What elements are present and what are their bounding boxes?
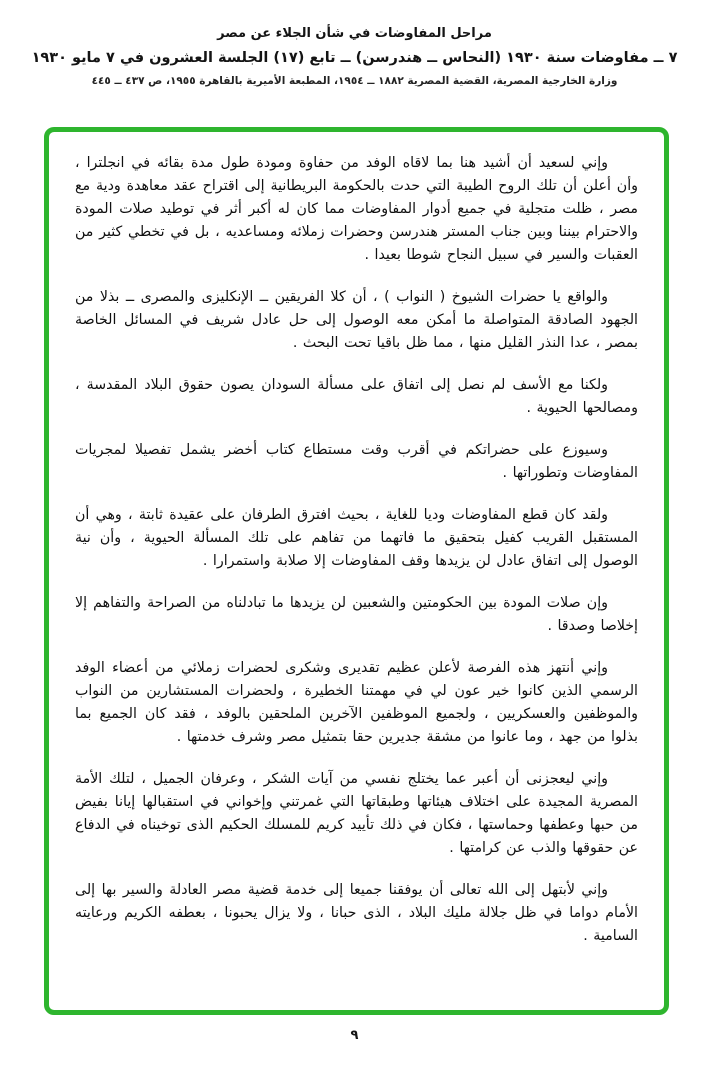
paragraph: وإني لسعيد أن أشيد هنا بما لاقاه الوفد من حفاوة ومودة طول مدة بقائه في انجلترا ، وأن أعلن أن تلك الروح الطيبة التي حدت بالحكومة البريطانية إلى اقتراح عقد معاهدة ودية مع مصر ، ظلت متجلية في جميع أدوار المفاوضات مما كان له أكبر أثر في توطيد صلات المودة والاحترام بيننا وبين جناب المستر هندرسن وحضرات زملائه ومساعديه ، بل في تخطي كثير من العقبات والسير في سبيل النجاح شوطا بعيدا . [75,155,638,263]
paragraph: ولقد كان قطع المفاوضات وديا للغاية ، بحيث افترق الطرفان على عقيدة ثابتة ، وهي أن المستقبل القريب كفيل بتحقيق ما فاتهما من تفاهم على تلك المسألة الحيوية ، وأن نية الوصول إلى اتفاق عادل لن يزيدها وقف المفاوضات إلا صلابة واستمرارا . [75,507,638,569]
paragraph: وإن صلات المودة بين الحكومتين والشعبين لن يزيدها ما تبادلناه من الصراحة والتفاهم إلا إخلاصا وصدقا . [75,595,638,634]
paragraph: والواقع يا حضرات الشيوخ ( النواب ) ، أن كلا الفريقين ــ الإنكليزى والمصرى ــ بذلا من الجهود الصادقة المتواصلة ما أمكن معه الوصول إلى حل عادل شريف في المسائل الخاصة بمصر ، عدا النذر القليل منها ، مما ظل باقيا تحت البحث . [75,289,638,351]
header-subtitle: ٧ ــ مفاوضات سنة ١٩٣٠ (النحاس ــ هندرسن) ــ تابع (١٧) الجلسة العشرون في ٧ مايو ١٩٣٠ [31,50,678,66]
paragraph: وإني لأبتهل إلى الله تعالى أن يوفقنا جميعا إلى خدمة قضية مصر العادلة والسير بها إلى الأمام دواما في ظل جلالة مليك البلاد ، الذى حبانا ، ولا يزال يحبونا ، بعطفه الكريم ورعايته السامية . [75,882,638,944]
paragraph: وإني أنتهز هذه الفرصة لأعلن عظيم تقديرى وشكرى لحضرات زملائي من أعضاء الوفد الرسمي الذين كانوا خير عون لي في مهمتنا الخطيرة ، ولحضرات المستشارين من النواب والموظفين والعسكريين ، ولجميع الموظفين الآخرين الملحقين بالوفد ، فقد كان الجميع بما بذلوا من جهد ، وما عانوا من مشقة جديرين حقا بتمثيل مصر وشرف خدمتها . [75,660,638,745]
page-number: ٩ [350,1028,359,1043]
header-title: مراحل المفاوضات في شأن الجلاء عن مصر [217,26,492,41]
paragraph: وإني ليعجزنى أن أعبر عما يختلج نفسي من آيات الشكر ، وعرفان الجميل ، لتلك الأمة المصرية المجيدة على اختلاف هيئاتها وطبقاتها التي غمرتني وإخواني في استقبالها إيانا بفيض من حبها وعطفها وحماستها ، فكان في ذلك تأييد كريم للمسلك الحكيم الذى توخيناه في الدفاع عن حقوقها والذب عن كرامتها . [75,771,638,856]
paragraph: وسيوزع على حضراتكم في أقرب وقت مستطاع كتاب أخضر يشمل تفصيلا لمجريات المفاوضات وتطوراتها . [75,442,638,481]
paragraph: ولكنا مع الأسف لم نصل إلى اتفاق على مسألة السودان يصون حقوق البلاد المقدسة ، ومصالحها الحيوية . [75,377,638,416]
header-source-citation: وزارة الخارجية المصرية، القضية المصرية ١٨٨٢ ــ ١٩٥٤، المطبعة الأميرية بالقاهرة ١٩٥٥، ص ٤٣٧ ــ ٤٤٥ [91,75,618,87]
document-header [0,0,709,87]
highlighted-text-box [44,127,669,1015]
